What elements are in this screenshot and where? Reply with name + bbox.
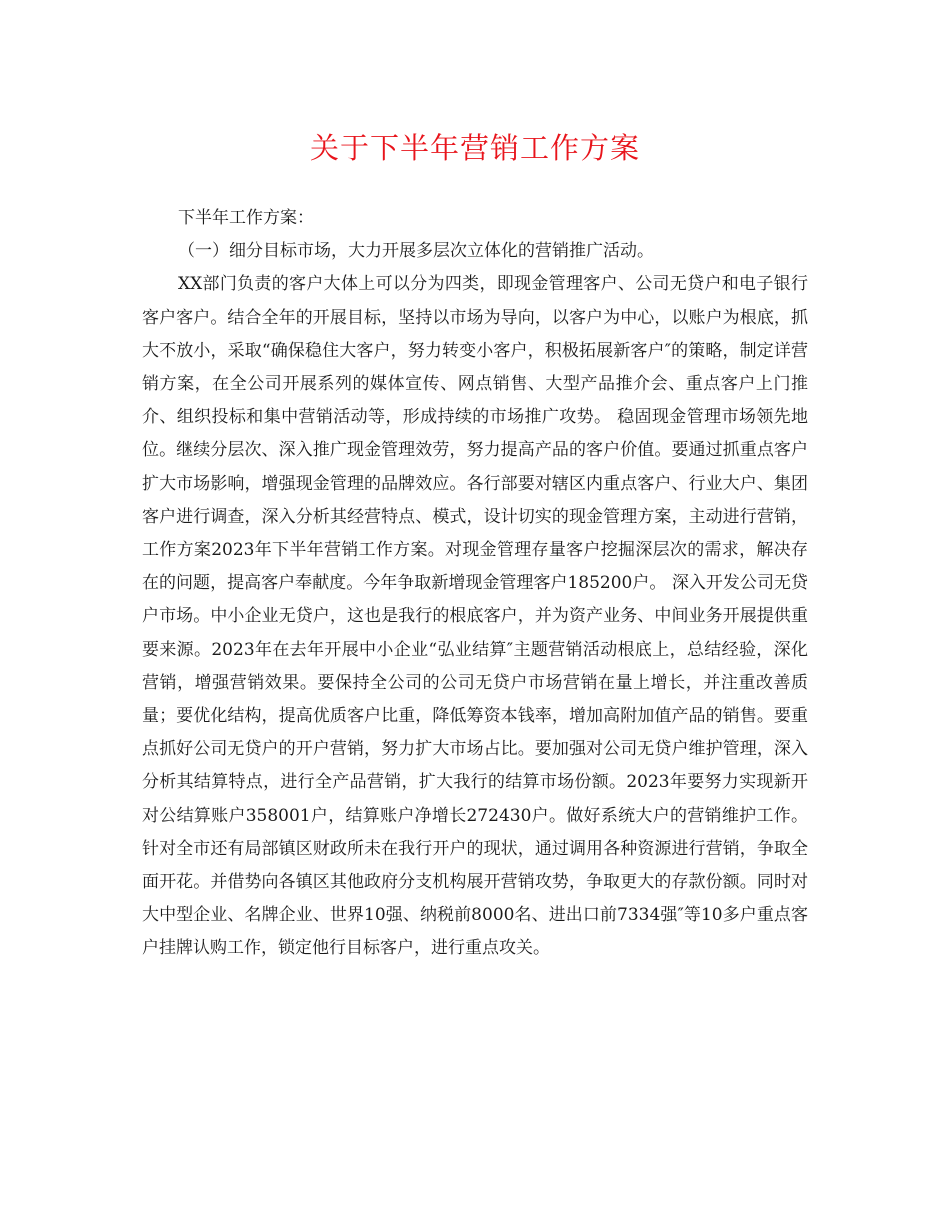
paragraph-heading: 下半年工作方案： — [178, 208, 314, 228]
document-body — [142, 202, 808, 966]
paragraph-section-title: （一）细分目标市场，大力开展多层次立体化的营销推广活动。 — [178, 241, 654, 262]
document-title: 关于下半年营销工作方案 — [309, 131, 640, 165]
paragraph-main: XX部门负责的客户大体上可以分为四类，即现金管理客户、公司无贷户和电子银行客户客户。结合全年的开展目标，坚持以市场为导向，以客户为中心，以账户为根底，抓大不放小，采取“确保稳住大客户，努力转变小客户，积极拓展新客户″的策略，制定详营销方案，在全公司开展系列的媒体宣传、网点销售、大型产品推介会、重点客户上门推介、组织投标和集中营销活动等，形成持续的市场推广攻势。 稳固现金管理市场领先地位。继续分层次、深入推广现金管理效劳，努力提高产品的客户价值。要通过抓重点客户扩大市场影响，增强现金管理的品牌效应。各行部要对辖区内重点客户、行业大户、集团客户进行调查，深入分析其经营特点、模式，设计切实的现金管理方案，主动进行营销，工作方案2023年下半年营销工作方案。对现金管理存量客户挖掘深层次的需求，解决存在的问题，提高客户奉献度。今年争取新增现金管理客户185200户。 深入开发公司无贷户市场。中小企业无贷户，这也是我行的根底客户，并为资产业务、中间业务开展提供重要来源。2023年在去年开展中小企业“弘业结算″主题营销活动根底上，总结经验，深化营销，增强营销效果。要保持全公司的公司无贷户市场营销在量上增长，并注重改善质量；要优化结构，提高优质客户比重，降低筹资本钱率，增加高附加值产品的销售。要重点抓好公司无贷户的开户营销，努力扩大市场占比。要加强对公司无贷户维护管理，深入分析其结算特点，进行全产品营销，扩大我行的结算市场份额。2023年要努力实现新开对公结算账户358001户，结算账户净增长272430户。做好系统大户的营销维护工作。针对全市还有局部镇区财政所未在我行开户的现状，通过调用各种资源进行营销，争取全面开花。并借势向各镇区其他政府分支机构展开营销攻势，争取更大的存款份额。同时对大中型企业、名牌企业、世界10强、纳税前8000名、进出口前7334强″等10多户重点客户挂牌认购工作，锁定他行目标客户，进行重点攻关。 — [142, 274, 808, 959]
